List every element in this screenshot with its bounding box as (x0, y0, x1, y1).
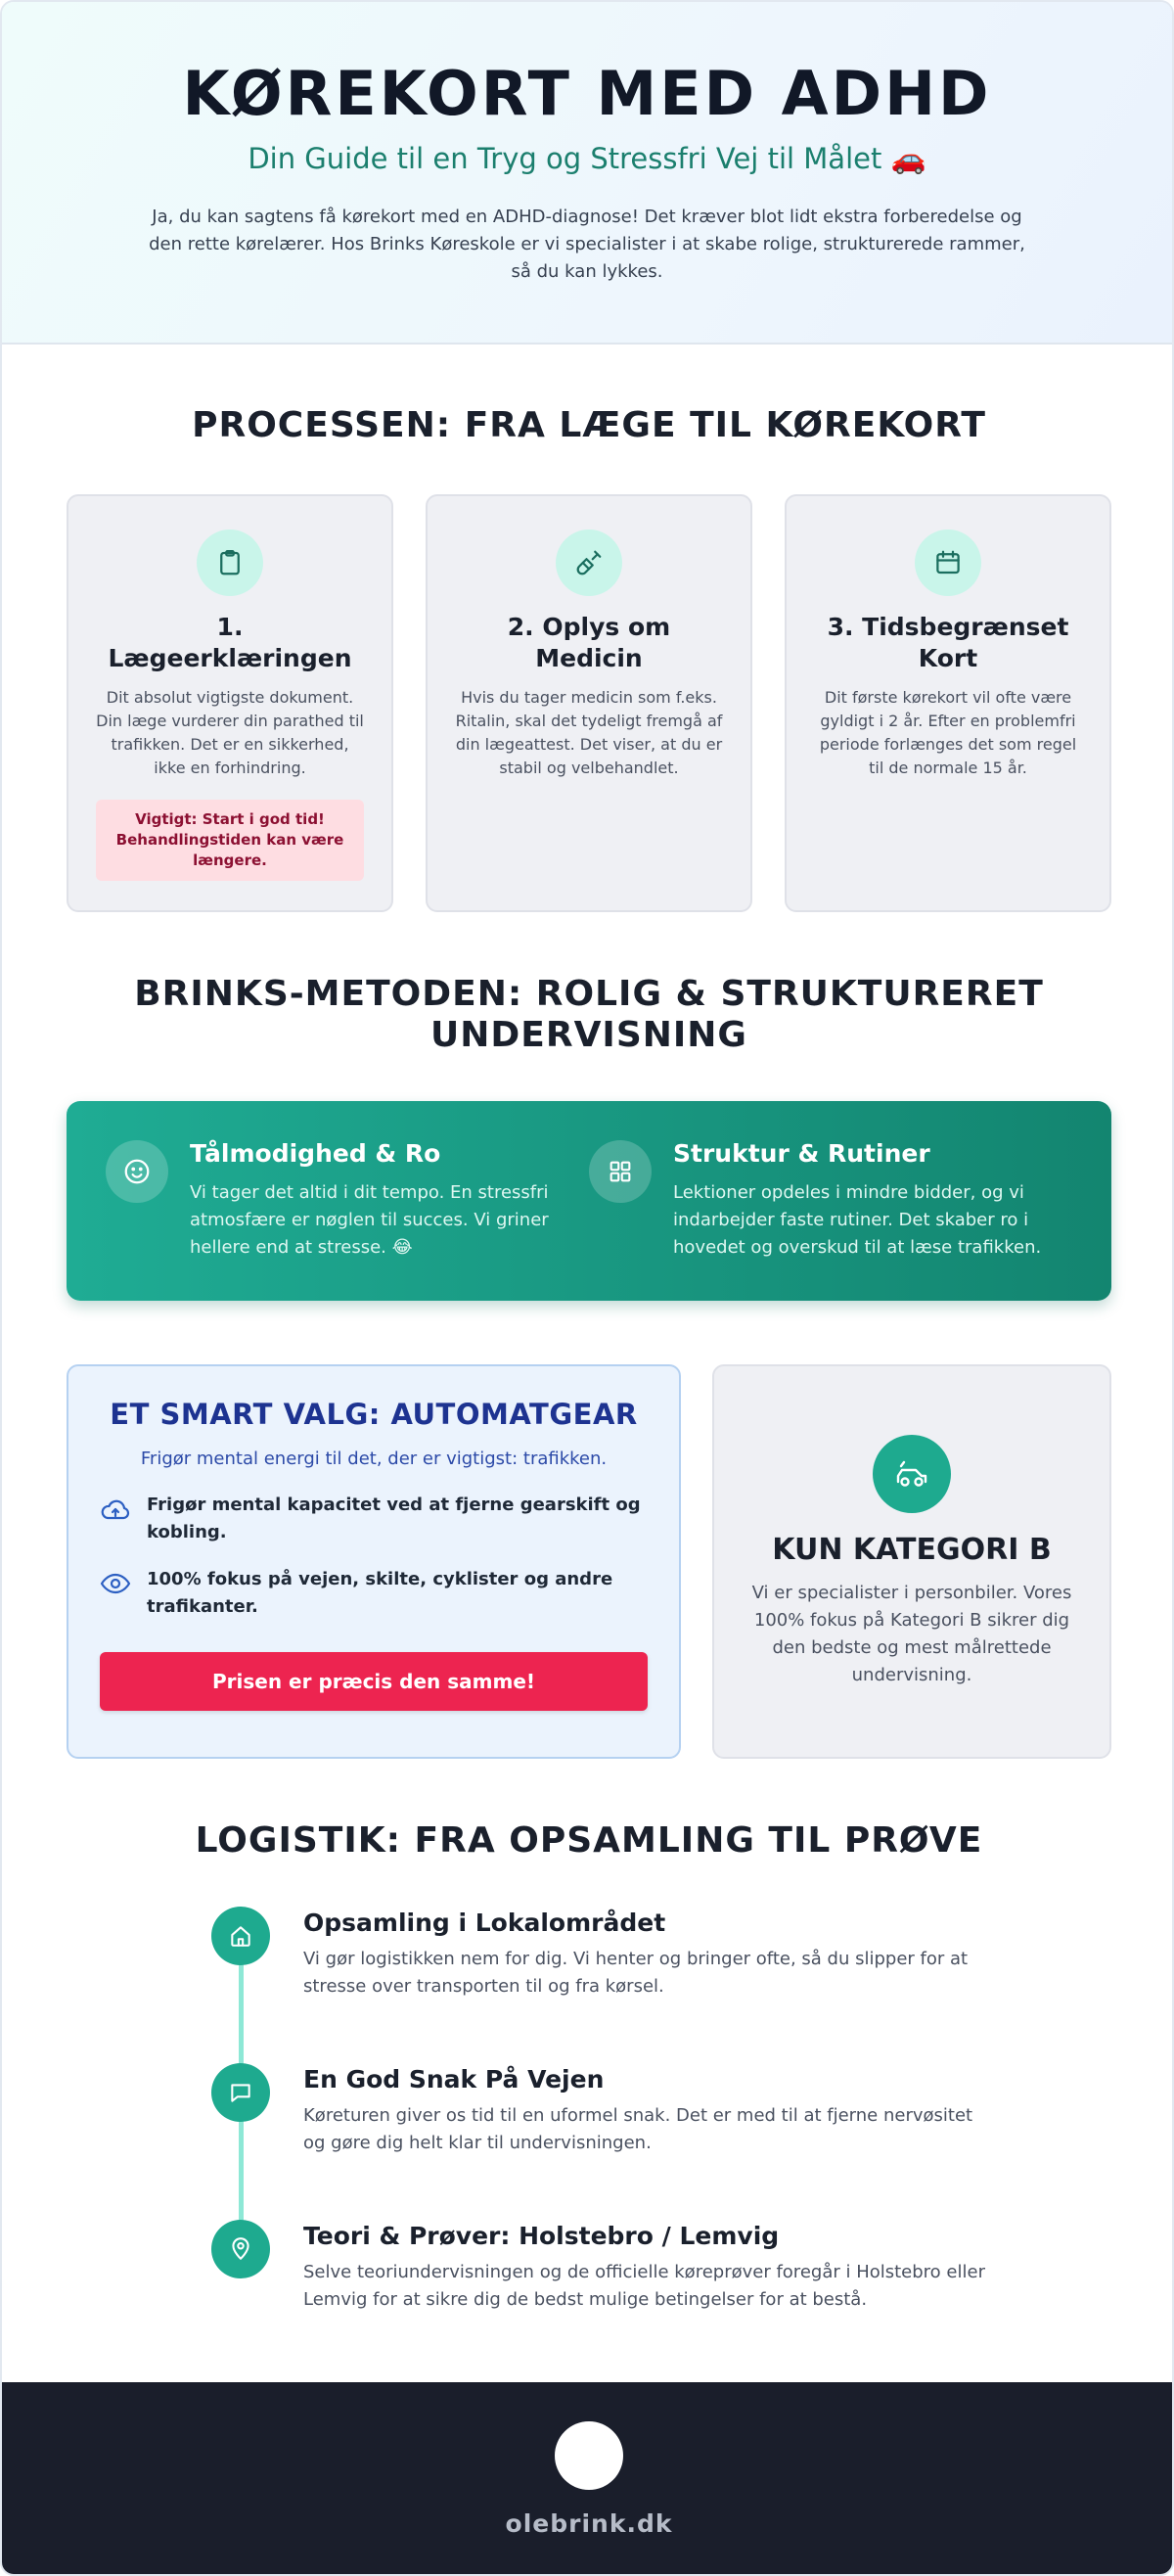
automatgear-benefit-text: Frigør mental kapacitet ved at fjerne gearskift og kobling. (147, 1495, 641, 1542)
process-card-2 (426, 494, 752, 912)
timeline-item-title: Teori & Prøver: Holstebro / Lemvig (303, 2222, 780, 2250)
footer (2, 2382, 1174, 2576)
page-subtitle: Din Guide til en Tryg og Stressfri Vej til Målet 🚗 (248, 142, 926, 175)
method-section-title: BRINKS-METODEN: ROLIG & STRUKTURERET UNDERVISNING (134, 974, 1044, 1055)
timeline-item-title: En God Snak På Vejen (303, 2065, 605, 2093)
automatgear-benefit-text: 100% fokus på vejen, skilte, cyklister og andre trafikanter. (147, 1569, 613, 1617)
method-item-title: Struktur & Rutiner (673, 1139, 930, 1168)
timeline-item (211, 1907, 974, 2063)
automatgear-card (67, 1364, 681, 1759)
timeline-item-title: Opsamling i Lokalområdet (303, 1909, 666, 1937)
smiley-icon (106, 1140, 168, 1203)
method-item-text: Lektioner opdeles i mindre bidder, og vi indarbejder faste rutiner. Det skaber ro i hovedet og overskud til at læse trafikken. (673, 1182, 1042, 1258)
method-item-text: Vi tager det altid i dit tempo. En stressfri atmosfære er nøglen til succes. Vi griner hellere end at stresse. 😂 (190, 1182, 549, 1258)
process-card-text: Dit første kørekort vil ofte være gyldigt i 2 år. Efter en problemfri periode forlænges det som regel til de normale 15 år. (819, 688, 1077, 777)
automatgear-benefit (100, 1492, 648, 1546)
calendar-icon (915, 529, 981, 596)
category-b-title: KUN KATEGORI B (772, 1533, 1052, 1567)
chat-icon (211, 2063, 270, 2122)
category-b-text: Vi er specialister i personbiler. Vores 100% fokus på Kategori B sikrer dig den bedste og mest målrettede undervisning. (751, 1583, 1072, 1685)
page-title: KØREKORT MED ADHD (182, 58, 992, 129)
footer-site-link[interactable]: olebrink.dk (505, 2509, 673, 2538)
grid-icon (589, 1140, 652, 1203)
timeline-item (211, 2063, 974, 2220)
method-banner (67, 1101, 1111, 1301)
process-card-title: 3. Tidsbegrænset Kort (827, 613, 1069, 672)
map-pin-icon (211, 2220, 270, 2278)
process-card-1 (67, 494, 393, 912)
process-card-text: Dit absolut vigtigste dokument. Din læge vurderer din parathed til trafikken. Det er en sikkerhed, ikke en forhindring. (96, 688, 364, 777)
process-card-title: 2. Oplys om Medicin (507, 613, 671, 672)
logo (555, 2421, 623, 2490)
process-cards (67, 494, 1111, 912)
home-icon (211, 1907, 270, 1965)
process-card-3 (785, 494, 1111, 912)
intro-text: Ja, du kan sagtens få kørekort med en ADHD-diagnose! Det kræver blot lidt ekstra forberedelse og den rette kørelærer. Hos Brinks Køreskole er vi specialister i at skabe rolige, strukturerede rammer, så du kan lykkes. (149, 207, 1025, 282)
automatgear-subtitle: Frigør mental energi til det, der er vigtigst: trafikken. (140, 1449, 608, 1469)
timeline-item-text: Vi gør logistikken nem for dig. Vi henter og bringer ofte, så du slipper for at stresse over transporten til og fra kørsel. (303, 1949, 969, 1997)
method-item-patience (106, 1140, 589, 1301)
eye-icon (100, 1566, 133, 1621)
cloud-upload-icon (100, 1492, 133, 1546)
warning-note: Vigtigt: Start i god tid! Behandlingstiden kan være længere. (96, 800, 364, 881)
process-section-title: PROCESSEN: FRA LÆGE TIL KØREKORT (192, 405, 986, 445)
method-item-structure (589, 1140, 1072, 1301)
clipboard-icon (197, 529, 263, 596)
process-card-title: 1. Lægeerklæringen (108, 613, 352, 672)
method-item-title: Tålmodighed & Ro (190, 1139, 441, 1168)
timeline-item (211, 2220, 985, 2376)
category-b-card (712, 1364, 1111, 1759)
logistics-section-title: LOGISTIK: FRA OPSAMLING TIL PRØVE (195, 1820, 983, 1861)
timeline-item-text: Selve teoriundervisningen og de officielle køreprøver foregår i Holstebro eller Lemvig for at sikre dig de bedst mulige betingelser for at bestå. (303, 2262, 985, 2310)
car-icon (873, 1435, 951, 1513)
hero-header (2, 2, 1172, 345)
price-button[interactable]: Prisen er præcis den samme! (100, 1652, 648, 1711)
automatgear-benefit (100, 1566, 648, 1621)
logistics-timeline (211, 1907, 985, 2376)
timeline-item-text: Køreturen giver os tid til en uformel snak. Det er med til at fjerne nervøsitet og gøre dig helt klar til undervisningen. (303, 2105, 973, 2153)
process-card-text: Hvis du tager medicin som f.eks. Ritalin, skal det tydeligt fremgå af din lægeattest. Det viser, at du er stabil og velbehandlet. (455, 688, 723, 777)
pill-icon (556, 529, 622, 596)
automatgear-title: ET SMART VALG: AUTOMATGEAR (110, 1398, 638, 1431)
